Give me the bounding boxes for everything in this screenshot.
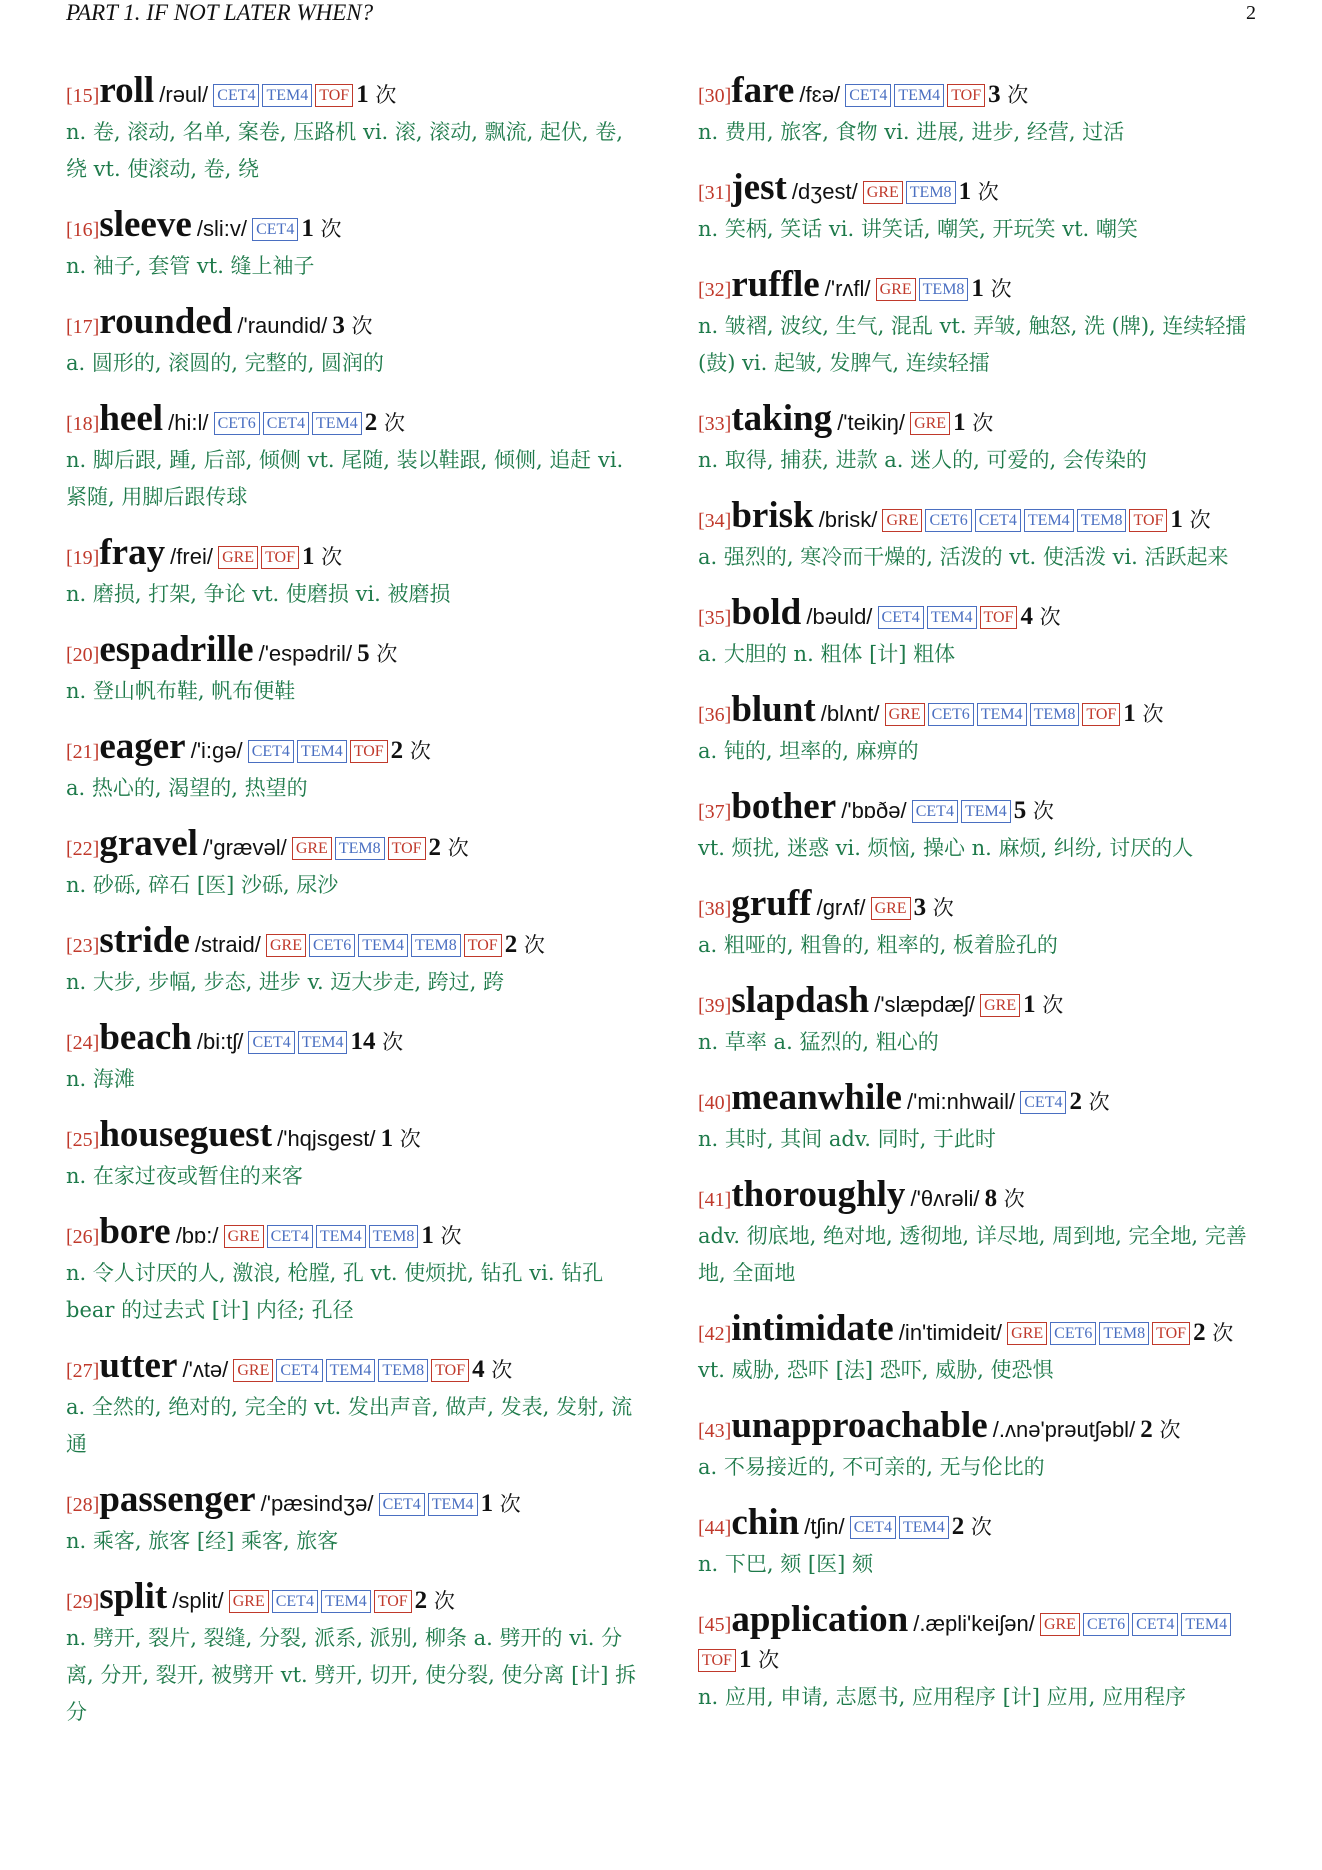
exam-tag: TEM8: [1077, 509, 1127, 532]
frequency-count: 3 次: [988, 81, 1029, 108]
vocab-entry: [66, 1345, 641, 1463]
frequency-count: 2 次: [364, 409, 405, 436]
entry-number: [30]: [698, 85, 732, 107]
exam-tag: CET6: [309, 934, 355, 957]
vocab-entry: [698, 1502, 1268, 1583]
vocab-entry: [66, 301, 641, 382]
frequency-count: 1 次: [971, 275, 1012, 302]
exam-tag: CET6: [214, 412, 260, 435]
phonetic: /'mi:nhwail/: [907, 1089, 1016, 1114]
phonetic: /in'timideit/: [898, 1320, 1003, 1345]
headword: utter: [99, 1345, 178, 1386]
entry-number: [40]: [698, 1092, 732, 1114]
exam-tag: TOF: [261, 546, 299, 569]
exam-tag: GRE: [863, 181, 903, 204]
page-number: 2: [1246, 2, 1256, 24]
entry-number: [23]: [66, 935, 100, 957]
phonetic: /.æpli'keiʃən/: [913, 1611, 1035, 1636]
entry-headline: [698, 1599, 1268, 1679]
vocab-entry: [66, 1017, 641, 1098]
definition: n. 劈开, 裂片, 裂缝, 分裂, 派系, 派别, 柳条 a. 劈开的 vi. 分离, 分开, 裂开, 被劈开 vt. 劈开, 切开, 使分裂, 使分离 [计] 拆分: [66, 1626, 637, 1724]
entry-number: [28]: [66, 1494, 100, 1516]
definition: vt. 烦扰, 迷惑 vi. 烦恼, 操心 n. 麻烦, 纠纷, 讨厌的人: [698, 836, 1194, 860]
phonetic: /'rʌfl/: [824, 276, 871, 301]
definition: n. 下巴, 颏 [医] 颏: [698, 1552, 873, 1576]
headword: eager: [99, 726, 186, 767]
exam-tag: TEM4: [899, 1516, 949, 1539]
exam-tag: TOF: [431, 1359, 469, 1382]
entry-headline: [698, 167, 1268, 211]
vocab-entry: [698, 1077, 1268, 1158]
exam-tag: GRE: [233, 1359, 273, 1382]
frequency-count: 2 次: [1069, 1088, 1110, 1115]
exam-tag: GRE: [1040, 1613, 1080, 1636]
exam-tag: TEM8: [906, 181, 956, 204]
phonetic: /'θʌrəli/: [910, 1186, 980, 1211]
exam-tag: CET4: [248, 740, 294, 763]
entry-headline: [698, 1077, 1268, 1121]
vocab-entry: [698, 1599, 1268, 1716]
frequency-count: 1 次: [421, 1222, 462, 1249]
frequency-count: 5 次: [1013, 797, 1054, 824]
vocab-entry: [698, 1308, 1268, 1389]
entry-number: [19]: [66, 547, 100, 569]
entry-number: [22]: [66, 838, 100, 860]
phonetic: /'raundid/: [237, 313, 328, 338]
phonetic: /'bɒðə/: [841, 798, 907, 823]
headword: split: [99, 1576, 168, 1617]
exam-tag: TOF: [1152, 1322, 1190, 1345]
exam-tag: CET4: [845, 84, 891, 107]
entry-headline: [698, 264, 1268, 308]
entry-headline: [66, 398, 641, 442]
exam-tag: TEM4: [321, 1590, 371, 1613]
vocab-entry: [66, 920, 641, 1001]
headword: bold: [731, 592, 802, 633]
headword: brisk: [731, 495, 814, 536]
left-column: [66, 70, 641, 1751]
entry-number: [17]: [66, 316, 100, 338]
headword: beach: [99, 1017, 192, 1058]
definition: n. 海滩: [66, 1067, 135, 1091]
entry-headline: [66, 1114, 641, 1158]
phonetic: /bɒ:/: [175, 1223, 219, 1248]
entry-number: [41]: [698, 1189, 732, 1211]
exam-tag: CET6: [925, 509, 971, 532]
exam-tag: CET4: [1132, 1613, 1178, 1636]
vocab-entry: [698, 264, 1268, 382]
frequency-count: 1 次: [301, 215, 342, 242]
exam-tag: TEM4: [894, 84, 944, 107]
phonetic: /'espədril/: [258, 641, 353, 666]
frequency-count: 1 次: [1123, 700, 1164, 727]
entry-number: [15]: [66, 85, 100, 107]
vocab-entry: [66, 532, 641, 613]
entry-number: [21]: [66, 741, 100, 763]
entry-number: [45]: [698, 1614, 732, 1636]
entry-number: [32]: [698, 279, 732, 301]
frequency-count: 8 次: [984, 1185, 1025, 1212]
entry-headline: [698, 689, 1268, 733]
entry-headline: [66, 920, 641, 964]
headword: intimidate: [731, 1308, 894, 1349]
exam-tag: CET4: [850, 1516, 896, 1539]
frequency-count: 1 次: [1023, 991, 1064, 1018]
frequency-count: 2 次: [428, 834, 469, 861]
entry-headline: [66, 1017, 641, 1061]
headword: gravel: [99, 823, 198, 864]
exam-tag: CET4: [252, 218, 298, 241]
definition: adv. 彻底地, 绝对地, 透彻地, 详尽地, 周到地, 完全地, 完善地, 全面地: [698, 1224, 1247, 1285]
entry-number: [27]: [66, 1360, 100, 1382]
phonetic: /split/: [172, 1588, 224, 1613]
definition: a. 强烈的, 寒冷而干燥的, 活泼的 vt. 使活泼 vi. 活跃起来: [698, 545, 1229, 569]
definition: n. 其时, 其间 adv. 同时, 于此时: [698, 1127, 996, 1151]
exam-tag: TEM4: [927, 606, 977, 629]
entry-number: [39]: [698, 995, 732, 1017]
entry-number: [42]: [698, 1323, 732, 1345]
headword: heel: [99, 398, 164, 439]
exam-tag: GRE: [266, 934, 306, 957]
vocab-entry: [66, 823, 641, 904]
definition: a. 全然的, 绝对的, 完全的 vt. 发出声音, 做声, 发表, 发射, 流通: [66, 1395, 633, 1456]
frequency-count: 1 次: [958, 178, 999, 205]
vocab-entry: [698, 70, 1268, 151]
phonetic: /sli:v/: [196, 216, 247, 241]
definition: a. 大胆的 n. 粗体 [计] 粗体: [698, 642, 956, 666]
entry-headline: [698, 398, 1268, 442]
exam-tag: TEM8: [919, 278, 969, 301]
frequency-count: 2 次: [504, 931, 545, 958]
page-header: [66, 0, 1256, 28]
frequency-count: 3 次: [332, 312, 373, 339]
entry-headline: [66, 726, 641, 770]
entry-headline: [698, 1502, 1268, 1546]
frequency-count: 2 次: [951, 1513, 992, 1540]
exam-tag: TEM4: [298, 1031, 348, 1054]
exam-tag: TEM4: [312, 412, 362, 435]
exam-tag: TEM8: [1099, 1322, 1149, 1345]
definition: a. 不易接近的, 不可亲的, 无与伦比的: [698, 1455, 1045, 1479]
entry-headline: [66, 1211, 641, 1255]
entry-headline: [698, 495, 1268, 539]
definition: n. 取得, 捕获, 进款 a. 迷人的, 可爱的, 会传染的: [698, 448, 1147, 472]
entry-headline: [66, 532, 641, 576]
exam-tag: TEM8: [378, 1359, 428, 1382]
exam-tag: TEM4: [1181, 1613, 1231, 1636]
exam-tag: TOF: [374, 1590, 412, 1613]
vocab-entry: [698, 980, 1268, 1061]
exam-tag: CET4: [912, 800, 958, 823]
frequency-count: 1 次: [738, 1646, 780, 1673]
phonetic: /brisk/: [818, 507, 878, 532]
exam-tag: CET6: [1083, 1613, 1129, 1636]
vocab-entry: [698, 786, 1268, 867]
phonetic: /'pæsindʒə/: [260, 1491, 374, 1516]
entry-headline: [66, 204, 641, 248]
headword: taking: [731, 398, 833, 439]
phonetic: /tʃin/: [804, 1514, 845, 1539]
entry-number: [43]: [698, 1420, 732, 1442]
definition: n. 笑柄, 笑话 vi. 讲笑话, 嘲笑, 开玩笑 vt. 嘲笑: [698, 217, 1138, 241]
entry-headline: [66, 1479, 641, 1523]
vocab-entry: [698, 1174, 1268, 1292]
frequency-count: 4 次: [1020, 603, 1061, 630]
exam-tag: CET4: [1020, 1091, 1066, 1114]
exam-tag: GRE: [980, 994, 1020, 1017]
entry-headline: [66, 823, 641, 867]
headword: meanwhile: [731, 1077, 902, 1118]
entry-number: [33]: [698, 413, 732, 435]
entry-headline: [66, 301, 641, 345]
definition: n. 应用, 申请, 志愿书, 应用程序 [计] 应用, 应用程序: [698, 1685, 1187, 1709]
headword: roll: [99, 70, 155, 111]
frequency-count: 3 次: [913, 894, 954, 921]
phonetic: /'slæpdæʃ/: [874, 992, 976, 1017]
entry-number: [34]: [698, 510, 732, 532]
exam-tag: TEM4: [262, 84, 312, 107]
exam-tag: CET4: [272, 1590, 318, 1613]
frequency-count: 1 次: [1170, 506, 1211, 533]
phonetic: /'i:gə/: [190, 738, 243, 763]
definition: n. 令人讨厌的人, 激浪, 枪膛, 孔 vt. 使烦扰, 钻孔 vi. 钻孔 bear 的过去式 [计] 内径; 孔径: [66, 1261, 604, 1322]
entry-number: [18]: [66, 413, 100, 435]
vocab-entry: [66, 204, 641, 285]
entry-number: [26]: [66, 1226, 100, 1248]
headword: bore: [99, 1211, 171, 1252]
phonetic: /rəul/: [159, 82, 209, 107]
exam-tag: TEM4: [428, 1493, 478, 1516]
entry-headline: [66, 1576, 641, 1620]
definition: a. 热心的, 渴望的, 热望的: [66, 776, 308, 800]
headword: unapproachable: [731, 1405, 988, 1446]
exam-tag: TEM8: [335, 837, 385, 860]
headword: slapdash: [731, 980, 870, 1021]
headword: gruff: [731, 883, 812, 924]
exam-tag: GRE: [910, 412, 950, 435]
entry-number: [44]: [698, 1517, 732, 1539]
headword: jest: [731, 167, 787, 208]
exam-tag: TOF: [980, 606, 1018, 629]
exam-tag: GRE: [229, 1590, 269, 1613]
phonetic: /hi:l/: [168, 410, 209, 435]
phonetic: /frei/: [170, 544, 213, 569]
frequency-count: 14 次: [350, 1028, 404, 1055]
exam-tag: TOF: [464, 934, 502, 957]
vocab-entry: [698, 167, 1268, 248]
headword: sleeve: [99, 204, 192, 245]
vocab-entry: [698, 592, 1268, 673]
exam-tag: TEM4: [977, 703, 1027, 726]
exam-tag: TOF: [698, 1649, 736, 1672]
exam-tag: TOF: [388, 837, 426, 860]
phonetic: /grʌf/: [816, 895, 866, 920]
entry-number: [36]: [698, 704, 732, 726]
frequency-count: 2 次: [390, 737, 431, 764]
headword: chin: [731, 1502, 800, 1543]
definition: n. 登山帆布鞋, 帆布便鞋: [66, 679, 296, 703]
exam-tag: GRE: [871, 897, 911, 920]
exam-tag: TOF: [315, 84, 353, 107]
entry-headline: [698, 1405, 1268, 1449]
frequency-count: 1 次: [356, 81, 397, 108]
exam-tag: GRE: [885, 703, 925, 726]
headword: bother: [731, 786, 837, 827]
headword: fray: [99, 532, 166, 573]
exam-tag: GRE: [882, 509, 922, 532]
entry-headline: [698, 980, 1268, 1024]
exam-tag: GRE: [292, 837, 332, 860]
definition: n. 磨损, 打架, 争论 vt. 使磨损 vi. 被磨损: [66, 582, 451, 606]
phonetic: /fɛə/: [799, 82, 841, 107]
vocab-entry: [66, 1479, 641, 1560]
exam-tag: TOF: [1129, 509, 1167, 532]
entry-number: [16]: [66, 219, 100, 241]
exam-tag: TEM4: [1024, 509, 1074, 532]
exam-tag: TOF: [350, 740, 388, 763]
vocab-entry: [66, 398, 641, 516]
exam-tag: TEM4: [326, 1359, 376, 1382]
frequency-count: 2 次: [1140, 1416, 1181, 1443]
exam-tag: TOF: [947, 84, 985, 107]
exam-tag: TOF: [1082, 703, 1120, 726]
headword: stride: [99, 920, 190, 961]
vocab-entry: [698, 495, 1268, 576]
exam-tag: CET4: [263, 412, 309, 435]
definition: n. 乘客, 旅客 [经] 乘客, 旅客: [66, 1529, 339, 1553]
frequency-count: 1 次: [302, 543, 343, 570]
entry-number: [38]: [698, 898, 732, 920]
entry-headline: [698, 1308, 1268, 1352]
phonetic: /bəuld/: [806, 604, 873, 629]
definition: a. 粗哑的, 粗鲁的, 粗率的, 板着脸孔的: [698, 933, 1058, 957]
definition: n. 砂砾, 碎石 [医] 沙砾, 尿沙: [66, 873, 339, 897]
entry-headline: [66, 629, 641, 673]
exam-tag: CET4: [379, 1493, 425, 1516]
headword: ruffle: [731, 264, 820, 305]
exam-tag: TEM8: [411, 934, 461, 957]
definition: n. 脚后跟, 踵, 后部, 倾侧 vt. 尾随, 装以鞋跟, 倾侧, 追赶 vi. 紧随, 用脚后跟传球: [66, 448, 624, 509]
header-title: PART 1. IF NOT LATER WHEN?: [66, 0, 374, 25]
phonetic: /.ʌnə'prəutʃəbl/: [992, 1417, 1136, 1442]
definition: n. 费用, 旅客, 食物 vi. 进展, 进步, 经营, 过活: [698, 120, 1125, 144]
frequency-count: 1 次: [480, 1490, 521, 1517]
vocab-entry: [66, 1114, 641, 1195]
exam-tag: CET4: [267, 1225, 313, 1248]
exam-tag: TEM4: [316, 1225, 366, 1248]
entry-number: [25]: [66, 1129, 100, 1151]
frequency-count: 5 次: [357, 640, 398, 667]
phonetic: /blʌnt/: [820, 701, 880, 726]
vocab-entry: [698, 1405, 1268, 1486]
entry-number: [29]: [66, 1591, 100, 1613]
frequency-count: 2 次: [414, 1587, 455, 1614]
definition: n. 卷, 滚动, 名单, 案卷, 压路机 vi. 滚, 滚动, 飘流, 起伏, 卷, 绕 vt. 使滚动, 卷, 绕: [66, 120, 623, 181]
definition: n. 皱褶, 波纹, 生气, 混乱 vt. 弄皱, 触怒, 洗 (牌), 连续轻擂 (鼓) vi. 起皱, 发脾气, 连续轻擂: [698, 314, 1247, 375]
vocab-entry: [66, 1211, 641, 1329]
entry-headline: [66, 70, 641, 114]
exam-tag: TEM8: [1030, 703, 1080, 726]
vocab-entry: [698, 398, 1268, 479]
exam-tag: GRE: [224, 1225, 264, 1248]
entry-headline: [698, 592, 1268, 636]
phonetic: /straid/: [194, 932, 261, 957]
exam-tag: CET6: [928, 703, 974, 726]
entry-number: [20]: [66, 644, 100, 666]
entry-number: [37]: [698, 801, 732, 823]
headword: application: [731, 1599, 909, 1640]
headword: espadrille: [99, 629, 254, 670]
exam-tag: CET4: [975, 509, 1021, 532]
phonetic: /dʒest/: [791, 179, 858, 204]
headword: thoroughly: [731, 1174, 906, 1215]
definition: n. 在家过夜或暂住的来客: [66, 1164, 303, 1188]
entry-headline: [698, 883, 1268, 927]
exam-tag: TEM4: [358, 934, 408, 957]
exam-tag: GRE: [1007, 1322, 1047, 1345]
vocab-entry: [66, 1576, 641, 1731]
frequency-count: 1 次: [953, 409, 994, 436]
exam-tag: CET6: [1050, 1322, 1096, 1345]
frequency-count: 1 次: [380, 1125, 421, 1152]
exam-tag: TEM4: [961, 800, 1011, 823]
vocab-entry: [66, 70, 641, 188]
exam-tag: TEM4: [297, 740, 347, 763]
definition: a. 钝的, 坦率的, 麻痹的: [698, 739, 919, 763]
headword: fare: [731, 70, 795, 111]
entry-headline: [66, 1345, 641, 1389]
definition: n. 草率 a. 猛烈的, 粗心的: [698, 1030, 939, 1054]
headword: houseguest: [99, 1114, 273, 1155]
entry-headline: [698, 1174, 1268, 1218]
headword: rounded: [99, 301, 233, 342]
headword: passenger: [99, 1479, 256, 1520]
entry-number: [31]: [698, 182, 732, 204]
exam-tag: GRE: [876, 278, 916, 301]
exam-tag: CET4: [248, 1031, 294, 1054]
exam-tag: GRE: [218, 546, 258, 569]
vocab-entry: [66, 726, 641, 807]
frequency-count: 2 次: [1193, 1319, 1234, 1346]
phonetic: /bi:tʃ/: [196, 1029, 244, 1054]
vocab-entry: [698, 883, 1268, 964]
frequency-count: 4 次: [472, 1356, 513, 1383]
exam-tag: CET4: [878, 606, 924, 629]
phonetic: /'hqjsgest/: [277, 1126, 376, 1151]
phonetic: /'grævəl/: [203, 835, 287, 860]
headword: blunt: [731, 689, 816, 730]
vocab-entry: [698, 689, 1268, 770]
definition: vt. 威胁, 恐吓 [法] 恐吓, 威胁, 使恐惧: [698, 1358, 1054, 1382]
phonetic: /'teikiŋ/: [837, 410, 905, 435]
right-column: [698, 70, 1268, 1736]
entry-number: [35]: [698, 607, 732, 629]
exam-tag: CET4: [213, 84, 259, 107]
entry-headline: [698, 786, 1268, 830]
vocab-entry: [66, 629, 641, 710]
definition: n. 大步, 步幅, 步态, 进步 v. 迈大步走, 跨过, 跨: [66, 970, 505, 994]
definition: a. 圆形的, 滚圆的, 完整的, 圆润的: [66, 351, 384, 375]
exam-tag: CET4: [276, 1359, 322, 1382]
entry-headline: [698, 70, 1268, 114]
exam-tag: TEM8: [369, 1225, 419, 1248]
phonetic: /'ʌtə/: [182, 1357, 229, 1382]
entry-number: [24]: [66, 1032, 100, 1054]
definition: n. 袖子, 套管 vt. 缝上袖子: [66, 254, 315, 278]
